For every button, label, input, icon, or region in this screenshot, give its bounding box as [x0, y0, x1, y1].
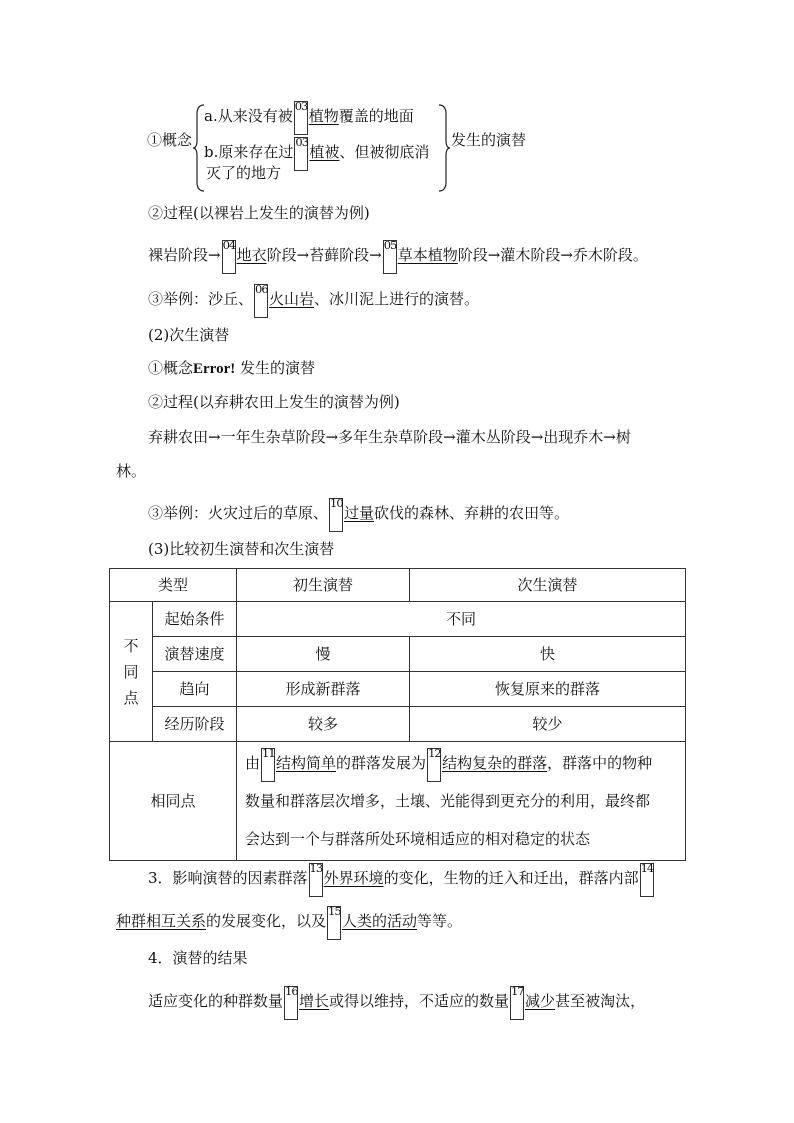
diff-label: [110, 602, 153, 742]
table-row-same: [110, 742, 686, 861]
row-secondary-value: 较少: [410, 707, 686, 742]
result-text: 适应变化的种群数量: [148, 992, 284, 1010]
diff-label-char: 不: [123, 636, 139, 655]
answer-number-box: 12: [427, 748, 441, 782]
error-text: Error!: [193, 361, 236, 377]
diff-label-char: 同: [123, 662, 139, 681]
row-label: 趋向: [153, 672, 237, 707]
answer-text: 过量: [344, 504, 375, 522]
row-secondary-value: 快: [410, 637, 686, 672]
secondary-process-line2: 林。: [116, 462, 147, 480]
answer-number-box: 04: [222, 240, 236, 274]
factors-text: 等等。: [417, 912, 463, 930]
concept-line-b-suffix: 、但被彻底消: [339, 143, 430, 161]
answer-text: 植被: [309, 143, 340, 161]
primary-concept-label: ①概念: [147, 131, 193, 149]
factors-text: 3．影响演替的因素群落: [148, 869, 308, 887]
right-brace-icon: [437, 104, 451, 192]
row-label: 起始条件: [153, 602, 237, 637]
row-primary-value: 慢: [237, 637, 410, 672]
same-label: 相同点: [110, 742, 237, 861]
answer-text: 地衣: [236, 246, 267, 264]
answer-number-box: 16: [284, 986, 298, 1020]
table-row: [110, 602, 686, 637]
concept-tail: 发生的演替: [451, 131, 527, 149]
answer-number-box: 03: [294, 137, 308, 171]
row-primary-value: 较多: [237, 707, 410, 742]
table-row: [110, 672, 686, 707]
answer-number-box: 10: [329, 498, 343, 532]
answer-text: 结构简单: [276, 754, 337, 772]
concept-line-b-prefix: b.原来存在过: [204, 143, 294, 161]
concept-text: ①概念: [148, 359, 194, 377]
diff-label-char: 点: [123, 688, 139, 707]
row-label: 经历阶段: [153, 707, 237, 742]
example-text: 砍伐的森林、弃耕的农田等。: [374, 504, 570, 522]
row-secondary-value: 恢复原来的群落: [410, 672, 686, 707]
header-primary: 初生演替: [237, 569, 410, 602]
same-text: 的群落发展为: [336, 754, 427, 772]
answer-text: 结构复杂的群落: [442, 754, 548, 772]
same-line3: 会达到一个与群落所处环境相适应的相对稳定的状态: [245, 830, 591, 848]
comparison-table: [109, 568, 686, 861]
factors-line2: [116, 906, 462, 940]
primary-process-title: ②过程(以裸岩上发生的演替为例): [148, 204, 370, 222]
answer-number-box: 15: [327, 906, 341, 940]
factors-text: 的变化，生物的迁入和迁出，群落内部: [383, 869, 639, 887]
answer-text: 外界环境: [323, 869, 384, 887]
concept-line-a-prefix: a.从来没有被: [204, 107, 293, 125]
answer-text: 减少: [525, 992, 556, 1010]
table-row: [110, 707, 686, 742]
process-text: 裸岩阶段→: [148, 246, 221, 264]
table-row: [110, 637, 686, 672]
process-text: 阶段→灌木阶段→乔木阶段。: [457, 246, 648, 264]
header-secondary: 次生演替: [410, 569, 686, 602]
answer-number-box: 14: [640, 863, 654, 897]
secondary-example-line: [148, 498, 569, 532]
answer-text: 增长: [299, 992, 330, 1010]
answer-number-box: 13: [309, 863, 323, 897]
secondary-process-title: ②过程(以弃耕农田上发生的演替为例): [148, 393, 400, 411]
same-line1: [245, 744, 677, 782]
result-text: 甚至被淘汰，: [555, 992, 646, 1010]
factors-text: 的发展变化，以及: [206, 912, 327, 930]
answer-text: 植物: [308, 107, 339, 125]
answer-text: 草本植物: [397, 246, 458, 264]
example-text: 、冰川泥上进行的演替。: [314, 290, 480, 308]
header-type: 类型: [110, 569, 237, 602]
concept-text: 发生的演替: [235, 359, 315, 377]
result-line: [148, 986, 645, 1020]
answer-text: 种群相互关系: [116, 912, 207, 930]
row-merged-value: 不同: [237, 602, 686, 637]
result-heading: 4．演替的结果: [148, 949, 248, 967]
example-text: ③举例：火灾过后的草原、: [148, 504, 329, 522]
primary-process-line: [148, 240, 648, 274]
factors-line1: [148, 863, 655, 897]
row-label: 演替速度: [153, 637, 237, 672]
example-text: ③举例：沙丘、: [148, 290, 254, 308]
same-text: ，群落中的物种: [547, 754, 653, 772]
compare-heading: (3)比较初生演替和次生演替: [148, 540, 335, 558]
concept-line-c: 灭了的地方: [206, 164, 282, 182]
concept-line-a: [204, 101, 414, 135]
primary-example-line: [148, 284, 479, 318]
answer-number-box: 03: [294, 101, 308, 135]
answer-number-box: 06: [254, 284, 268, 318]
answer-text: 人类的活动: [342, 912, 418, 930]
answer-number-box: 11: [261, 748, 275, 782]
table-header-row: [110, 569, 686, 602]
same-line2: 数量和群落层次增多，土壤、光能得到更充分的利用，最终都: [245, 792, 651, 810]
secondary-process-line1: 弃耕农田→一年生杂草阶段→多年生杂草阶段→灌木丛阶段→出现乔木→树: [148, 428, 631, 446]
same-text: 由: [245, 754, 261, 772]
same-content: [237, 742, 686, 861]
secondary-heading: (2)次生演替: [148, 326, 230, 344]
answer-number-box: 05: [383, 240, 397, 274]
secondary-concept-line: [148, 358, 315, 379]
row-primary-value: 形成新群落: [237, 672, 410, 707]
answer-text: 火山岩: [269, 290, 315, 308]
process-text: 阶段→苔藓阶段→: [266, 246, 382, 264]
concept-line-a-suffix: 覆盖的地面: [338, 107, 414, 125]
answer-number-box: 17: [510, 986, 524, 1020]
result-text: 或得以维持，不适应的数量: [329, 992, 510, 1010]
